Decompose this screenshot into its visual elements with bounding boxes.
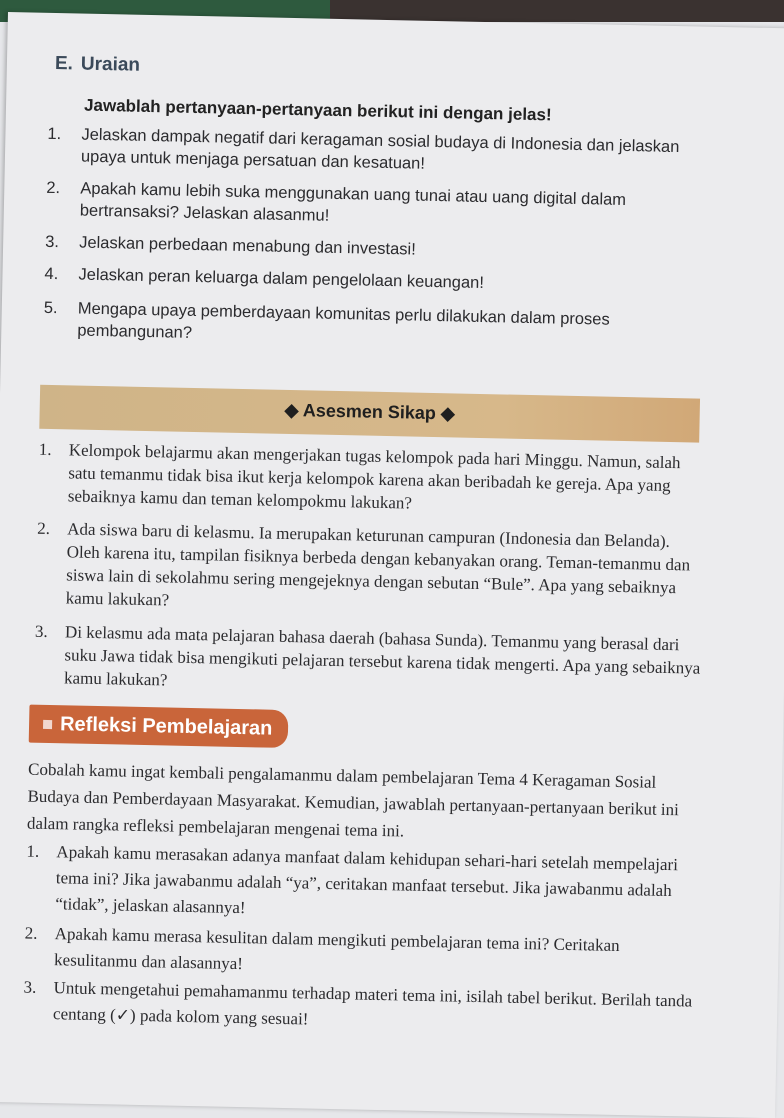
essay-question <box>47 123 688 180</box>
question-text: Jelaskan peran keluarga dalam pengelolaan keuangan! <box>78 265 485 293</box>
asesmen-sikap-banner <box>39 385 700 443</box>
question-text: Apakah kamu merasakan adanya manfaat dalam kehidupan sehari-hari setelah mempelajari tema ini? Jika jawabanmu adalah “ya”, ceritakan manfaat tersebut. Jika jawabanmu adalah “tidak”, jelaskan alasannya! <box>55 842 679 918</box>
item-number: 2. <box>36 518 51 538</box>
essay-question <box>44 263 684 298</box>
refleksi-badge <box>29 705 289 748</box>
question-number: 5. <box>43 298 58 318</box>
asesmen-item <box>38 438 709 521</box>
question-number: 4. <box>44 264 59 284</box>
item-number: 3. <box>34 621 48 641</box>
book-page <box>0 12 784 1118</box>
essay-question <box>43 297 684 354</box>
question-text: Jelaskan perbedaan menabung dan investasi! <box>78 233 416 259</box>
section-instruction: Jawablah pertanyaan-pertanyaan berikut ini dengan jelas! <box>83 95 552 125</box>
question-number: 1. <box>26 841 40 861</box>
section-title: Uraian <box>80 53 141 76</box>
essay-question <box>46 177 687 234</box>
question-text: Mengapa upaya pemberdayaan komunitas perlu dilakukan dalam proses pembangunan? <box>77 299 610 342</box>
item-text: Kelompok belajarmu akan mengerjakan tugas kelompok pada hari Minggu. Namun, salah satu temanmu tidak bisa ikut kerja kelompok karena akan beribadah ke gereja. Apa yang sebaiknya kamu dan teman kelompokmu lakukan? <box>67 440 681 513</box>
question-number: 3. <box>45 232 60 252</box>
asesmen-sikap-title: ◆ Asesmen Sikap ◆ <box>284 399 455 424</box>
square-bullet-icon <box>43 720 52 729</box>
essay-question <box>45 231 685 266</box>
question-text: Untuk mengetahui pemahamanmu terhadap materi tema ini, isilah tabel berikut. Berilah tanda centang (✓) pada kolom yang sesuai! <box>52 978 693 1029</box>
section-letter: E. <box>54 52 74 75</box>
question-number: 2. <box>46 178 61 198</box>
question-number: 3. <box>23 977 37 997</box>
item-text: Di kelasmu ada mata pelajaran bahasa daerah (bahasa Sunda). Temanmu yang berasal dari suku Jawa tidak bisa mengikuti pelajaran tersebut karena tidak mengerti. Apa yang sebaiknya kamu lakukan? <box>63 622 701 690</box>
question-number: 1. <box>47 124 62 144</box>
refleksi-title: Refleksi Pembelajaran <box>59 713 273 740</box>
refleksi-intro: Cobalah kamu ingat kembali pengalamanmu dalam pembelajaran Tema 4 Keragaman Sosial Budaya dan Pemberdayaan Masyarakat. Kemudian, jawablah pertanyaan-pertanyaan berikut ini dalam rangka refleksi pembelajaran mengenai tema ini. <box>26 759 680 841</box>
section-heading <box>55 53 141 77</box>
refleksi-question <box>25 839 706 931</box>
question-number: 2. <box>24 923 38 943</box>
asesmen-item <box>34 620 705 703</box>
question-text: Apakah kamu merasa kesulitan dalam mengikuti pembelajaran tema ini? Ceritakan kesulitanmu dan alasannya! <box>53 924 620 974</box>
question-text: Apakah kamu lebih suka menggunakan uang tunai atau uang digital dalam bertransaksi? Jelaskan alasanmu! <box>79 179 627 225</box>
item-text: Ada siswa baru di kelasmu. Ia merupakan keturunan campuran (Indonesia dan Belanda). Oleh karena itu, tampilan fisiknya berbeda dengan kebanyakan orang. Teman-temanmu dan siswa lain di sekolahmu sering mengejeknya dengan sebutan “Bule”. Apa yang sebaiknya kamu lakukan? <box>65 519 691 610</box>
question-text: Jelaskan dampak negatif dari keragaman sosial budaya di Indonesia dan jelaskan upaya untuk menjaga persatuan dan kesatuan! <box>80 125 680 173</box>
asesmen-item <box>36 517 708 623</box>
item-number: 1. <box>38 439 52 460</box>
